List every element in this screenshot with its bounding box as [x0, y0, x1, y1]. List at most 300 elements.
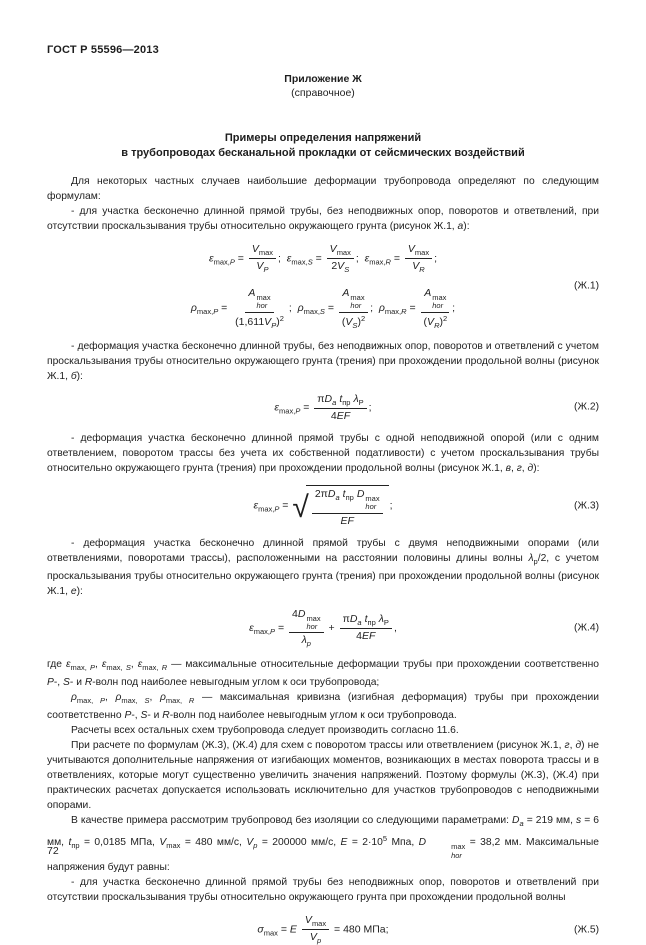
paragraph	[47, 723, 599, 738]
fraction	[314, 393, 366, 422]
text: ,	[95, 659, 102, 671]
italic-text: R	[401, 307, 407, 317]
text: р	[533, 556, 538, 566]
italic-text: s	[576, 815, 582, 827]
text: max,	[106, 663, 126, 673]
text: 5	[382, 834, 388, 844]
stack-subscript	[365, 503, 379, 511]
text: (	[423, 315, 428, 328]
text: max,	[279, 406, 296, 416]
text: π	[342, 613, 350, 626]
italic-text: б	[70, 370, 77, 382]
text: = 0,0185 МПа,	[79, 837, 160, 849]
italic-text: V	[427, 315, 435, 328]
italic-text: S	[63, 677, 70, 689]
paragraph	[47, 204, 599, 234]
italic-text: ρ	[71, 692, 77, 704]
text: 2	[279, 313, 284, 323]
italic-text: ε	[137, 659, 143, 671]
italic-text: г	[564, 740, 570, 752]
denominator	[299, 633, 314, 648]
italic-text: P	[90, 663, 96, 673]
formula-rows	[253, 485, 392, 527]
text: - деформация участка бесконечно длинной трубы, без неподвижных опор, поворотов и ответвлений с учетом проскальзывания трубы относительно окружающего грунта (трения) при прохождении продольной волны (рисунок Ж.1,	[47, 340, 599, 382]
numerator	[245, 287, 273, 313]
text: -волн под наиболее невыгодным углом к оси трубопровода.	[169, 710, 457, 722]
italic-text: P	[263, 265, 269, 274]
sub-sup-stack	[365, 495, 379, 512]
subscript	[357, 618, 361, 627]
text: =	[279, 499, 292, 512]
formula-row	[249, 608, 397, 649]
stack-subscript	[256, 302, 270, 310]
text: ,	[521, 462, 528, 474]
denominator	[232, 313, 287, 330]
formula-number: (Ж.2)	[574, 401, 599, 413]
italic-text: S	[344, 265, 350, 274]
italic-text: S	[352, 320, 358, 330]
formula-block	[47, 393, 599, 422]
title-line-1: Примеры определения напряжений	[224, 132, 422, 144]
text: max	[336, 248, 351, 257]
text: где	[47, 659, 67, 671]
text: ;	[434, 252, 438, 265]
fraction	[232, 287, 287, 330]
subscript	[385, 307, 407, 316]
text: пр	[367, 618, 376, 628]
text: )	[357, 315, 361, 328]
stack-subscript	[427, 852, 465, 860]
italic-text: A	[248, 287, 256, 299]
subscript	[415, 248, 429, 257]
text: ;	[452, 302, 456, 315]
text: ,	[510, 462, 517, 474]
stack-subscript	[432, 302, 446, 310]
text: 4	[292, 607, 298, 620]
italic-text: R	[84, 677, 93, 689]
italic-text: V	[159, 837, 167, 849]
numerator	[339, 287, 367, 313]
italic-text: V	[337, 260, 345, 272]
subscript	[369, 257, 391, 266]
formula-block	[47, 608, 599, 649]
text: 4	[330, 409, 337, 422]
subscript	[317, 936, 321, 945]
text: ;	[278, 252, 287, 265]
numerator	[405, 243, 432, 259]
italic-text: hor	[256, 301, 268, 311]
italic-text: ρ	[159, 692, 166, 704]
text: max,	[291, 257, 308, 267]
text: max	[451, 842, 466, 852]
text: ):	[533, 462, 540, 474]
text: - для участка бесконечно длинной прямой трубы без неподвижных опор, поворотов и ответвлений при отсутствии проскальзывания трубы относительно окружающего грунта при прохождении продольной волны	[47, 877, 599, 904]
text: =	[300, 401, 313, 414]
text: =	[406, 302, 419, 315]
italic-text: EF	[340, 514, 354, 527]
italic-text: hor	[350, 301, 362, 311]
italic-text: V	[256, 260, 264, 272]
italic-text: p	[316, 936, 322, 945]
text: При расчете по формулам (Ж.3), (Ж.4) для схем с поворотом трассы или ответвлением (рисунок Ж.1,	[71, 740, 565, 752]
italic-text: E	[340, 837, 348, 849]
subscript	[342, 398, 350, 407]
italic-text: д	[527, 462, 534, 474]
italic-text: V	[345, 315, 353, 328]
text: =	[277, 923, 290, 936]
italic-text: D	[297, 607, 306, 620]
subscript	[279, 406, 300, 415]
denominator	[328, 259, 352, 274]
italic-text: t	[339, 392, 343, 405]
text: - деформация участка бесконечно длинной прямой трубы с одной неподвижной опорой (или с одним ответвлением, поворотом трассы без учета их собственной податливости) с учетом проскальзывания трубы относительно окружающего грунта (трения) при прохождении продольной волны (рисунок Ж.1,	[47, 432, 599, 474]
fraction	[405, 243, 432, 274]
italic-text: а	[457, 221, 464, 232]
formula-row	[274, 393, 371, 422]
formula-row	[253, 485, 392, 527]
italic-text: p	[306, 639, 311, 649]
italic-text: V	[251, 243, 259, 255]
subscript	[332, 398, 336, 407]
italic-text: D	[512, 815, 520, 827]
italic-text: R	[188, 696, 195, 706]
formula-row	[209, 243, 437, 274]
subscript	[166, 696, 195, 705]
italic-text: hor	[306, 621, 318, 631]
sub-sup-stack	[427, 843, 465, 860]
text: max,	[303, 307, 320, 317]
italic-text: ε	[364, 252, 370, 265]
page-number: 72	[47, 845, 59, 857]
content	[47, 174, 599, 945]
denominator	[307, 930, 324, 945]
text: = 219 мм,	[523, 815, 577, 827]
italic-text: в	[505, 462, 511, 474]
italic-text: ρ	[297, 302, 304, 315]
italic-text: P	[124, 710, 132, 722]
text: ;	[368, 401, 372, 414]
subscript	[258, 504, 279, 513]
text: ;	[355, 252, 365, 265]
italic-text: σ	[257, 923, 264, 936]
text: =	[324, 302, 337, 315]
subscript	[368, 618, 376, 627]
paragraph	[47, 738, 599, 813]
italic-text: ε	[66, 659, 71, 671]
text: max,	[70, 663, 90, 673]
text: max	[306, 613, 321, 623]
text: = 6 мм,	[47, 815, 600, 849]
paragraph	[47, 813, 599, 875]
text: = 480 МПа;	[331, 923, 389, 936]
italic-text: ρ	[115, 692, 122, 704]
text: max	[166, 841, 181, 851]
subscript	[214, 257, 235, 266]
formula-block	[47, 914, 599, 945]
italic-text: P	[274, 504, 280, 514]
italic-text: S	[140, 710, 148, 722]
subscript	[312, 919, 326, 928]
formula-number: (Ж.5)	[574, 924, 599, 936]
italic-text: EF	[361, 630, 376, 643]
italic-text: P	[229, 257, 235, 267]
italic-text: D	[327, 487, 336, 500]
radicand	[306, 485, 389, 527]
italic-text: д	[575, 740, 582, 752]
text: max	[432, 293, 447, 302]
text: = 200000 мм/с,	[257, 837, 341, 849]
text: ):	[76, 585, 83, 597]
text: ):	[463, 221, 470, 232]
subscript	[263, 265, 268, 274]
italic-text: a	[519, 819, 524, 829]
superscript	[443, 314, 447, 323]
italic-text: V	[246, 837, 254, 849]
text: max,	[165, 696, 189, 706]
sub-sup-stack	[306, 615, 320, 632]
italic-text: S	[319, 307, 325, 317]
subscript	[197, 307, 218, 316]
formula-row	[257, 914, 388, 945]
fraction	[340, 613, 392, 642]
text: В качестве примера рассмотрим трубопровод без изоляции со следующими параметрами:	[71, 815, 513, 827]
fraction	[249, 243, 276, 274]
text: max	[256, 293, 271, 302]
fraction	[339, 287, 368, 330]
italic-text: ρ	[378, 302, 385, 315]
text: max	[311, 919, 327, 929]
italic-text: ε	[274, 401, 280, 414]
text: ,	[130, 659, 138, 671]
text: )	[439, 315, 443, 328]
text: max	[414, 248, 430, 257]
denominator	[253, 259, 271, 274]
subscript	[264, 928, 278, 937]
text: P	[383, 618, 389, 628]
text: max	[263, 928, 278, 938]
text: max,	[196, 307, 214, 317]
text: +	[325, 621, 338, 634]
italic-text: ε	[249, 621, 254, 634]
denominator	[409, 259, 427, 274]
text: max	[350, 293, 365, 302]
stack-subscript	[350, 302, 364, 310]
fraction	[421, 287, 451, 330]
fraction	[312, 488, 383, 527]
subscript	[419, 265, 424, 274]
text: 2	[360, 313, 366, 323]
text: max,	[253, 626, 271, 636]
text: ):	[76, 370, 83, 382]
italic-text: R	[161, 663, 168, 673]
subscript	[166, 841, 180, 850]
numerator	[302, 914, 329, 930]
text: пр	[71, 841, 80, 851]
text: -,	[131, 710, 141, 722]
formula-block	[47, 485, 599, 527]
subscript	[77, 696, 105, 705]
text: )	[276, 315, 280, 328]
document-title	[47, 131, 599, 161]
formula-number: (Ж.1)	[574, 280, 599, 292]
text: max,	[369, 257, 386, 267]
subscript	[259, 248, 273, 257]
text: (	[341, 315, 346, 328]
italic-text: R	[419, 265, 425, 274]
text: Расчеты всех остальных схем трубопровода следует производить согласно 11.6.	[71, 725, 459, 737]
formula-rows	[191, 243, 455, 330]
numerator	[421, 287, 449, 313]
subscript	[121, 696, 149, 705]
italic-text: D	[324, 392, 333, 405]
square-root	[292, 485, 388, 527]
text: пр	[342, 397, 351, 407]
text: ;	[288, 302, 298, 315]
italic-text: V	[329, 243, 337, 255]
paragraph	[47, 690, 599, 723]
italic-text: D	[356, 487, 365, 500]
formula-row	[191, 287, 455, 330]
italic-text: ε	[286, 252, 292, 265]
italic-text: S	[125, 663, 131, 673]
text: пр	[345, 492, 354, 502]
italic-text: R	[434, 320, 440, 330]
italic-text: a	[357, 618, 362, 628]
denominator	[337, 514, 356, 527]
italic-text: P	[271, 320, 277, 330]
subscript	[344, 265, 349, 274]
formula-block	[47, 243, 599, 330]
text: max,	[384, 307, 402, 317]
annex-heading	[47, 72, 599, 100]
italic-text: R	[162, 710, 170, 722]
italic-text: R	[385, 257, 391, 267]
italic-text: EF	[336, 409, 351, 422]
sub-sup-stack	[350, 294, 364, 311]
italic-text: V	[407, 243, 415, 255]
text: — максимальные относительные деформации трубы при прохождении соответственно	[167, 659, 599, 671]
italic-text: D	[418, 837, 427, 849]
italic-text: hor	[365, 502, 377, 512]
italic-text: P	[295, 406, 301, 416]
text: max,	[213, 257, 230, 267]
text: π	[317, 392, 325, 405]
subscript	[254, 627, 275, 636]
paragraph	[47, 536, 599, 599]
italic-text: hor	[451, 850, 462, 860]
subscript	[384, 618, 389, 627]
text: max	[365, 493, 380, 503]
paragraph	[47, 174, 599, 204]
paragraph	[47, 431, 599, 476]
italic-text: S	[144, 696, 150, 706]
italic-text: P	[99, 696, 105, 706]
text: max	[258, 248, 274, 257]
text: 4	[356, 630, 362, 643]
subscript	[142, 663, 167, 672]
text: Мпа,	[387, 837, 419, 849]
italic-text: λ	[301, 634, 307, 647]
text: ,	[105, 692, 116, 704]
italic-text: г	[516, 462, 522, 474]
italic-text: P	[47, 677, 54, 689]
standard-number: ГОСТ Р 55596—2013	[47, 44, 159, 56]
text: /2, с учетом проскальзывания трубы относительно окружающего грунта (трения) при прохождении продольной волны (рисунок Ж.1,	[47, 552, 599, 597]
italic-text: hor	[432, 301, 444, 311]
text: (1,611	[235, 315, 265, 328]
sub-sup-stack	[432, 294, 446, 311]
formula-rows	[274, 393, 371, 422]
text: = 2·10	[347, 837, 383, 849]
subscript	[336, 493, 340, 502]
radical-sign: √	[292, 490, 309, 524]
italic-text: P	[270, 626, 276, 636]
text: -волн под наиболее невыгодным углом к оси трубопровода;	[92, 677, 380, 689]
formula-number: (Ж.3)	[574, 500, 599, 512]
subscript	[71, 841, 79, 850]
text: max,	[142, 663, 162, 673]
sub-sup-stack	[256, 294, 270, 311]
italic-text: V	[264, 315, 272, 328]
text: =	[275, 621, 287, 634]
text: =	[234, 252, 247, 265]
subscript	[304, 307, 325, 316]
subscript	[106, 663, 130, 672]
italic-text: V	[412, 260, 420, 272]
italic-text: a	[335, 492, 340, 502]
italic-text: е	[70, 585, 77, 597]
text: ,	[569, 740, 576, 752]
italic-text: λ	[528, 552, 534, 564]
stack-subscript	[306, 623, 320, 631]
fraction	[302, 914, 329, 945]
text: ;	[370, 302, 379, 315]
annex-label: Приложение Ж	[284, 73, 362, 85]
text: - деформация участка бесконечно длинной прямой трубы с двумя неподвижными опорами (или ответвлениями, поворотами трассы), расположенными на расстоянии половины длины волны	[47, 537, 599, 564]
italic-text: P	[213, 307, 219, 317]
denominator	[328, 409, 353, 422]
denominator	[353, 629, 378, 642]
italic-text: p	[253, 841, 258, 851]
numerator	[289, 608, 324, 634]
text: Для некоторых частных случаев наибольшие деформации трубопровода определяют по следующим формулам:	[47, 176, 599, 202]
italic-text: t	[342, 487, 346, 500]
italic-text: ε	[101, 659, 107, 671]
subscript	[359, 398, 364, 407]
text: ,	[393, 621, 397, 634]
italic-text: a	[332, 397, 337, 407]
numerator	[314, 393, 366, 409]
paragraph	[47, 339, 599, 384]
subscript	[291, 257, 312, 266]
fraction	[327, 243, 354, 274]
italic-text: D	[349, 613, 358, 626]
denominator	[339, 313, 368, 330]
text: max,	[76, 696, 100, 706]
superscript	[280, 314, 284, 323]
italic-text: A	[342, 287, 350, 299]
text: P	[358, 397, 364, 407]
paragraph	[47, 657, 599, 690]
subscript	[71, 663, 95, 672]
text: ,	[149, 692, 160, 704]
italic-text: ρ	[190, 302, 197, 315]
denominator	[421, 313, 451, 330]
subscript	[346, 493, 354, 502]
formula-rows	[257, 914, 388, 945]
subscript	[337, 248, 351, 257]
italic-text: S	[307, 257, 313, 267]
